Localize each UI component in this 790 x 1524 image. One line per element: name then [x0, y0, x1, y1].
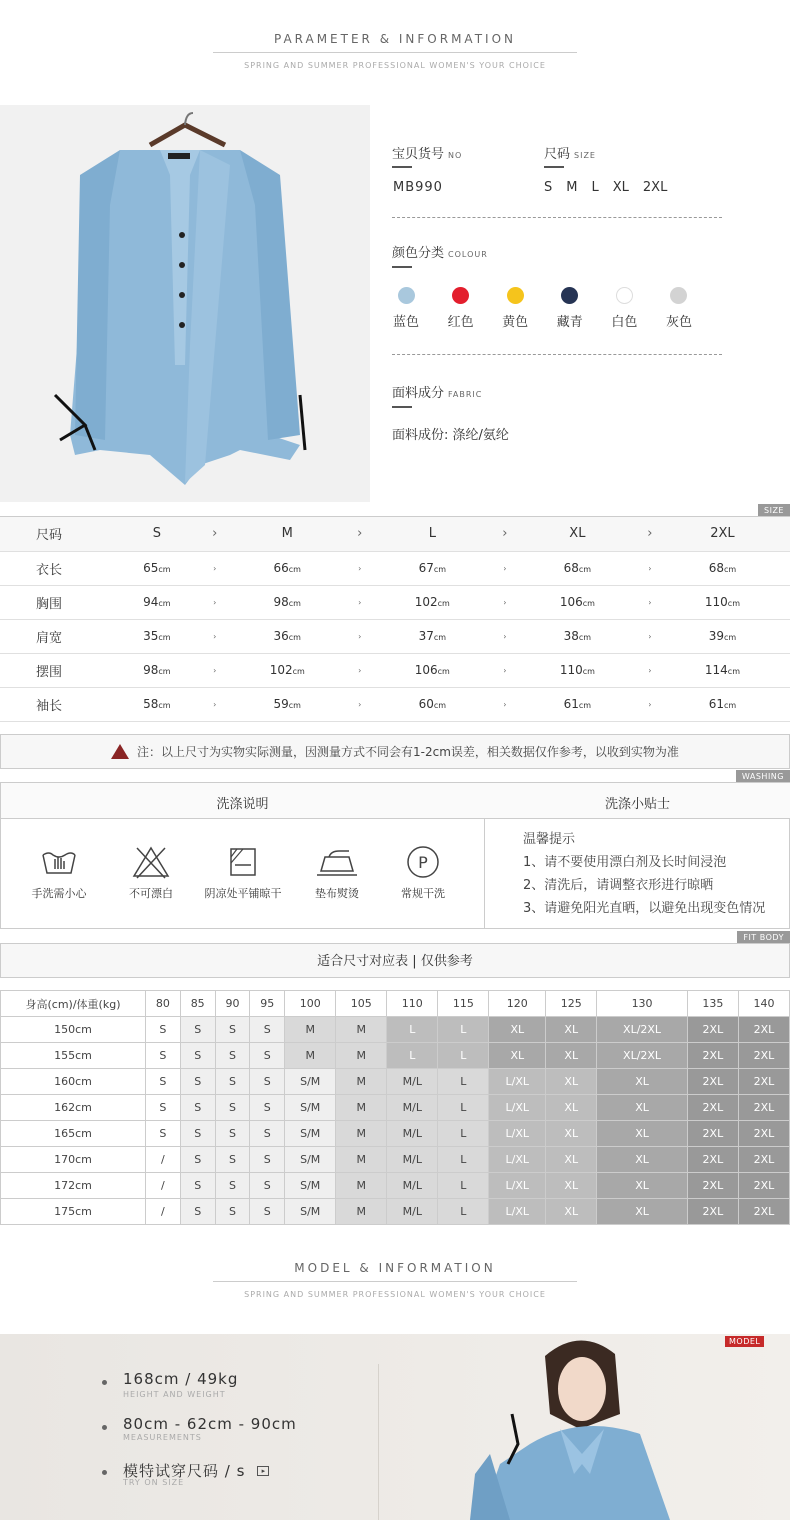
fabric-value: 面料成份: 涤纶/氨纶 — [392, 428, 509, 443]
model-tag: MODEL — [725, 1336, 764, 1347]
dry-clean-icon — [403, 845, 443, 879]
label-underline — [544, 166, 564, 168]
section-subtitle: SPRING AND SUMMER PROFESSIONAL WOMEN'S YOUR CHOICE — [244, 61, 546, 70]
divider — [213, 52, 577, 53]
section-subtitle: SPRING AND SUMMER PROFESSIONAL WOMEN'S YOUR CHOICE — [244, 1290, 546, 1299]
colour-swatches — [386, 287, 699, 330]
product-no: MB990 — [393, 180, 443, 195]
fit-header-row: 身高(cm)/体重(kg) 80 85 90 95 100 105 110 115 120 125 130 135 140 — [1, 991, 790, 1017]
no-bleach-icon — [131, 845, 171, 879]
dashed-divider — [392, 217, 722, 218]
colour-option: 黄色 — [495, 287, 535, 330]
fit-row: 175cm / S S S S/M M M/L L L/XL XL XL 2XL 2XL — [1, 1199, 790, 1225]
dry-flat-item: 阴凉处平铺晾干 — [191, 845, 295, 901]
no-label: 宝贝货号 NO — [392, 147, 463, 162]
section-title: MODEL & INFORMATION — [294, 1261, 496, 1275]
size-option: XL — [612, 180, 629, 195]
dashed-divider — [392, 354, 722, 355]
fit-row: 170cm / S S S S/M M M/L L L/XL XL XL 2XL 2XL — [1, 1147, 790, 1173]
fabric-label: 面料成分 FABRIC — [392, 386, 483, 401]
washing-right-title: 洗涤小贴士 — [604, 797, 670, 812]
size-option: S — [544, 180, 553, 195]
dry-flat-shade-icon — [223, 845, 263, 879]
arrow-icon: ▸ — [257, 1466, 269, 1476]
fit-row: 160cm S S S S S/M M M/L L L/XL XL XL 2XL 2XL — [1, 1069, 790, 1095]
svg-text:P: P — [418, 853, 428, 872]
size-label: 尺码 SIZE — [544, 147, 596, 162]
label-underline — [392, 266, 412, 268]
washing-panel — [0, 782, 790, 929]
iron-cloth-icon — [315, 845, 359, 879]
fit-tag: FIT BODY — [737, 931, 790, 944]
stat-label: TRY ON SIZE — [123, 1478, 185, 1487]
colour-option: 蓝色 — [386, 287, 426, 330]
table-row: 胸围 94cm › 98cm › 102cm › 106cm › 110cm — [0, 585, 790, 619]
size-table — [0, 516, 790, 722]
model-photo — [470, 1334, 790, 1520]
model-try-size: 模特试穿尺码 / s ▸ — [123, 1460, 269, 1481]
table-row: 肩宽 35cm › 36cm › 37cm › 38cm › 39cm — [0, 619, 790, 653]
model-height-weight: 168cm / 49kg — [123, 1370, 239, 1388]
hand-wash-icon — [39, 845, 79, 879]
tip-item: 2、清洗后，请调整衣形进行晾晒 — [523, 878, 714, 893]
fit-row: 165cm S S S S S/M M M/L L L/XL XL XL 2XL 2XL — [1, 1121, 790, 1147]
warning-icon — [111, 744, 129, 759]
size-option: 2XL — [642, 180, 668, 195]
colour-option: 灰色 — [659, 287, 699, 330]
colour-label: 颜色分类 COLOUR — [392, 246, 488, 261]
stat-label: HEIGHT AND WEIGHT — [123, 1390, 226, 1399]
colour-option: 红色 — [441, 287, 481, 330]
section-title: PARAMETER & INFORMATION — [273, 32, 517, 46]
size-option: M — [566, 180, 578, 195]
size-option: L — [591, 180, 599, 195]
tips-title: 温馨提示 — [523, 832, 576, 847]
size-note: 注：以上尺寸为实物实际测量，因测量方式不同会有1-2cm误差，相关数据仅作参考，以收到实物为准 — [0, 734, 790, 769]
table-row: 袖长 58cm › 59cm › 60cm › 61cm › 61cm — [0, 687, 790, 721]
divider — [213, 1281, 577, 1282]
table-header-cell: 2XL — [655, 517, 790, 551]
size-tag: SIZE — [758, 504, 790, 517]
colour-option: 白色 — [604, 287, 644, 330]
washing-left-title: 洗涤说明 — [216, 797, 269, 812]
model-panel — [0, 1334, 790, 1520]
product-photo — [0, 105, 370, 502]
table-header-cell: S — [104, 517, 210, 551]
no-bleach-item: 不可漂白 — [109, 845, 193, 901]
table-header-cell: L — [365, 517, 500, 551]
iron-item: 垫布熨烫 — [295, 845, 379, 901]
model-measurements: 80cm - 62cm - 90cm — [123, 1415, 297, 1433]
table-row: 衣长 65cm › 66cm › 67cm › 68cm › 68cm — [0, 551, 790, 585]
label-underline — [392, 166, 412, 168]
washing-tag: WASHING — [736, 770, 790, 783]
tip-item: 1、请不要使用漂白剂及长时间浸泡 — [523, 855, 727, 870]
table-header-cell: XL — [510, 517, 645, 551]
table-row: 摆围 98cm › 102cm › 106cm › 110cm › 114cm — [0, 653, 790, 687]
fit-row: 155cm S S S S M M L L XL XL XL/2XL 2XL 2XL — [1, 1043, 790, 1069]
dry-clean-item: P 常规干洗 — [381, 845, 465, 901]
fit-table — [0, 990, 790, 1225]
size-list — [544, 180, 667, 195]
fit-row: 150cm S S S S M M L L XL XL XL/2XL 2XL 2XL — [1, 1017, 790, 1043]
stat-label: MEASUREMENTS — [123, 1433, 202, 1442]
fit-title: 适合尺寸对应表 | 仅供参考 — [0, 943, 790, 978]
colour-option: 藏青 — [550, 287, 590, 330]
hand-wash-item: 手洗需小心 — [17, 845, 101, 901]
fit-row: 172cm / S S S S/M M M/L L L/XL XL XL 2XL 2XL — [1, 1173, 790, 1199]
table-header-cell: M — [220, 517, 355, 551]
label-underline — [392, 406, 412, 408]
tip-item: 3、请避免阳光直晒，以避免出现变色情况 — [523, 901, 766, 916]
fit-row: 162cm S S S S S/M M M/L L L/XL XL XL 2XL 2XL — [1, 1095, 790, 1121]
table-header-cell: 尺码 — [0, 517, 104, 551]
fit-corner: 身高(cm)/体重(kg) — [1, 991, 146, 1017]
table-header-row: 尺码 S › M › L › XL › 2XL — [0, 517, 790, 551]
